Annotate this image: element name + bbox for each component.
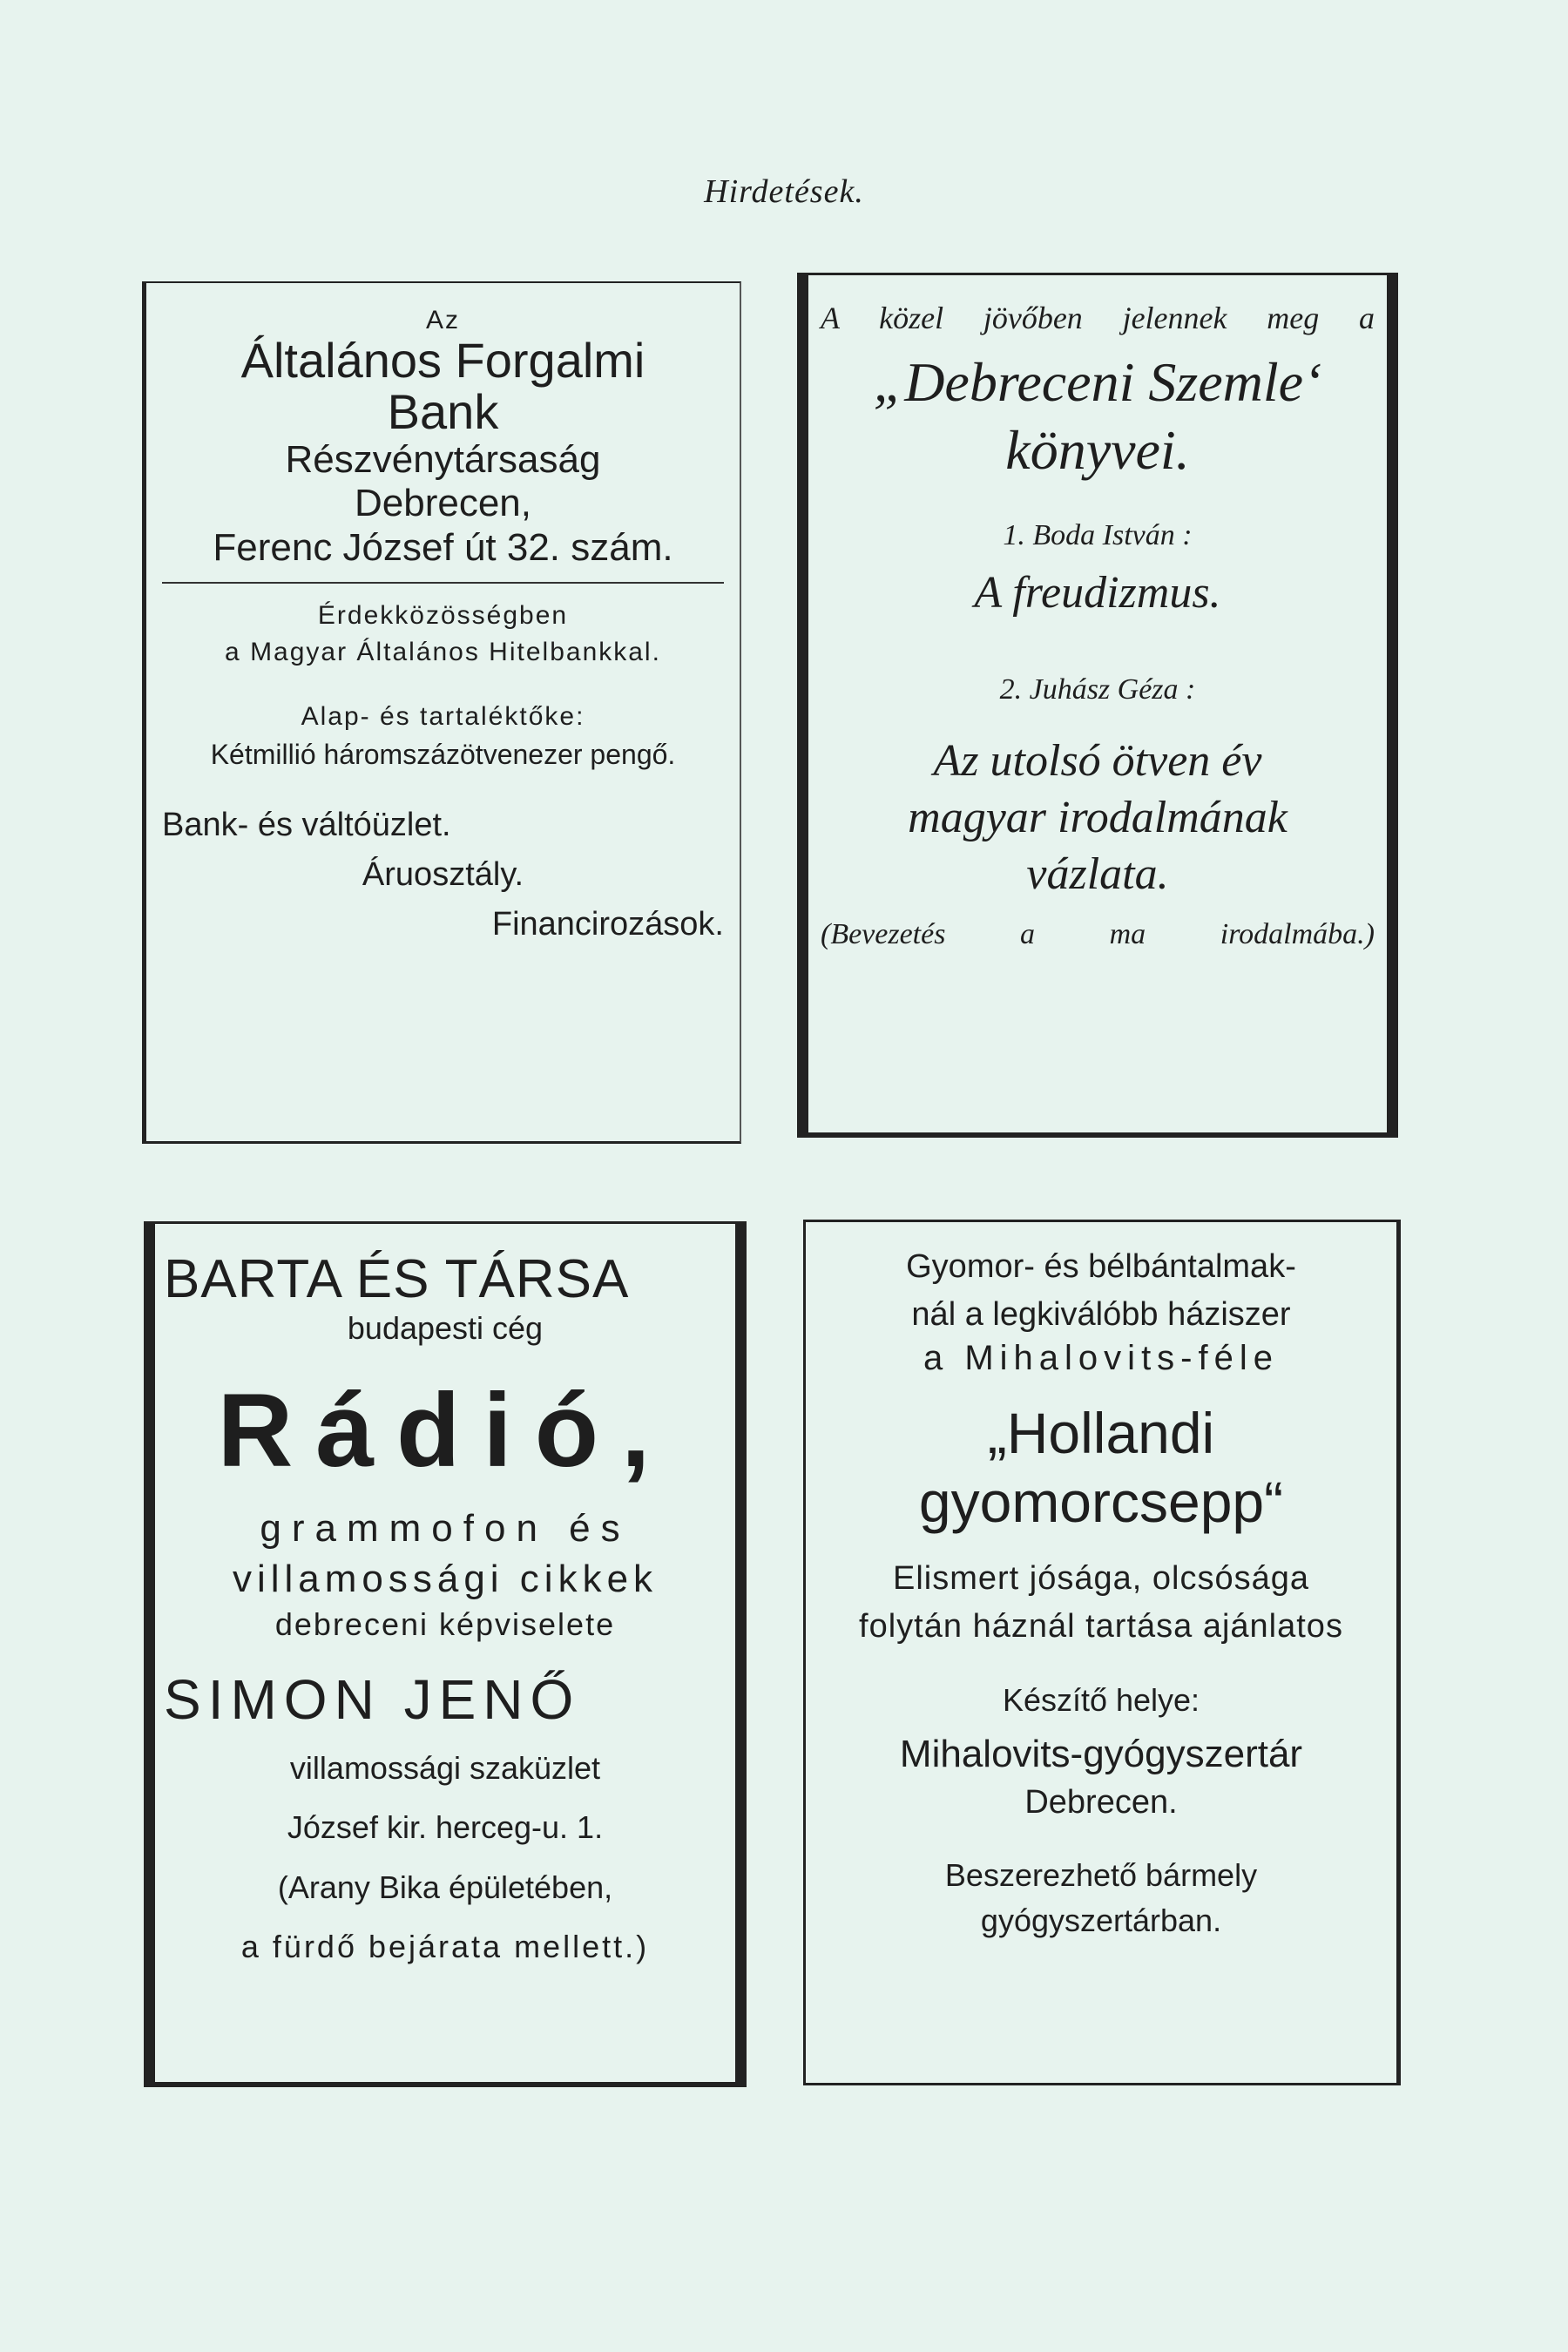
pharmacy-name: Mihalovits-gyógyszertár [899, 1732, 1303, 1775]
bank-line-az: Az [425, 306, 460, 335]
szemle-title: „Debreceni Szemle‘ [873, 351, 1322, 413]
intro-line: nál a legkiválóbb háziszer [911, 1296, 1291, 1334]
szemle-advertisement [797, 273, 1398, 1138]
bank-service: Financirozások. [491, 906, 724, 943]
book-note: (Bevezetés a ma irodalmába.) [821, 918, 1375, 951]
radio-advertisement [144, 1221, 747, 2087]
szemle-intro: A közel jövőben jelennek meg a [821, 301, 1375, 335]
product-line: villamossági cikkek [232, 1558, 659, 1600]
bank-address: Ferenc József út 32. szám. [213, 525, 673, 569]
book-author: 1. Boda István : [1003, 519, 1193, 552]
maker-label: Készítő helye: [1002, 1681, 1200, 1718]
bank-city: Debrecen, [354, 482, 531, 525]
address-line: (Arany Bika épületében, [277, 1869, 613, 1905]
representative-name: SIMON JENŐ [164, 1668, 581, 1731]
product-line: debreceni képviselete [274, 1606, 616, 1642]
bank-service: Bank- és váltóüzlet. [162, 807, 451, 844]
bank-advertisement [142, 281, 741, 1144]
page-title: Hirdetések. [704, 173, 864, 210]
divider [162, 582, 724, 584]
bank-capital-label: Alap- és tartaléktőke: [301, 702, 585, 732]
bank-name-line: Bank [387, 383, 499, 439]
product-headline: Rádió, [217, 1372, 673, 1489]
availability-line: Beszerezhető bármely [944, 1857, 1258, 1894]
product-name: „Hollandi [987, 1401, 1215, 1466]
praise-line: folytán háznál tartása ajánlatos [859, 1607, 1343, 1645]
praise-line: Elismert jósága, olcsósága [893, 1559, 1309, 1597]
address-line: a fürdő bejárata mellett.) [240, 1929, 650, 1965]
bank-company-type: Részvénytársaság [285, 437, 601, 481]
firm-subtitle: budapesti cég [347, 1310, 544, 1346]
intro-line: Gyomor- és bélbántalmak- [906, 1248, 1296, 1285]
pharmacy-city: Debrecen. [1024, 1783, 1178, 1821]
firm-name: BARTA ÉS TÁRSA [164, 1249, 630, 1309]
book-title: vázlata. [1026, 849, 1169, 900]
bank-interest-label: Érdekközösségben [317, 601, 569, 631]
book-title: A freudizmus. [974, 568, 1221, 618]
product-line: grammofon és [260, 1507, 631, 1550]
book-author: 2. Juhász Géza : [999, 673, 1196, 706]
bank-interest-partner: a Magyar Általános Hitelbankkal. [225, 638, 661, 667]
gyomorcsepp-advertisement [803, 1220, 1401, 2085]
availability-line: gyógyszertárban. [980, 1903, 1222, 1939]
bank-capital-value: Kétmillió háromszázötvenezer pengő. [210, 739, 676, 771]
bank-service: Áruosztály. [362, 856, 524, 894]
book-title: Az utolsó ötven év [933, 736, 1262, 787]
book-title: magyar irodalmának [908, 793, 1288, 843]
address-line: villamossági szaküzlet [289, 1750, 601, 1786]
intro-line: a Mihalovits-féle [923, 1339, 1279, 1378]
product-name: gyomorcsepp“ [918, 1470, 1284, 1535]
address-line: József kir. herceg-u. 1. [287, 1809, 604, 1846]
bank-name-line: Általános Forgalmi [240, 333, 645, 388]
szemle-title: könyvei. [1005, 419, 1190, 482]
